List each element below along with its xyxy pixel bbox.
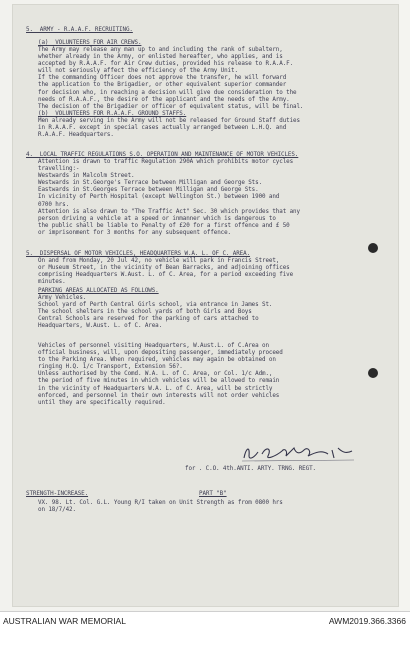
punch-hole-lower	[368, 368, 378, 378]
parking-body: Army Vehicles. School yard of Perth Central Girls school, via entrance in James St. The school shelters in the school yards of both Girls and Boys Central Schools are reserved for the parking of cars attached to Headquarters, W.Aust. L. of C. Area.	[38, 295, 273, 330]
section-5a-heading: (a) VOLUNTEERS FOR AIR CREWS.	[38, 40, 142, 46]
section-4-heading: 4. LOCAL TRAFFIC REGULATIONS S.O. OPERATION AND MAINTENANCE OF MOTOR VEHICLES.	[26, 152, 299, 158]
scan-edge	[399, 0, 410, 611]
section-5-heading: 5. ARMY - R.A.A.F. RECRUITING.	[26, 27, 133, 33]
section-5a-body: The Army may release any man up to and including the rank of subaltern, whether already in the Army, or enlisted hereafter, who applies, and is accepted by R.A.A.F. for Air Crew duties, provided his release to R.A.A.F. will not seriously affect the efficiency of the Army Unit. If the commanding Officer does not approve the transfer, he will forward the application to the Brigadier, or other equivalent superior commander for decision who, in reaching a decision will give due consideration to the needs of R.A.A.F., the desire of the applicant and the needs of the Army. The decision of the Brigadier or officer of equivalent status, will be final.	[38, 47, 304, 110]
footer-accession-number: AWM2019.366.3366	[328, 616, 406, 626]
handwritten-signature	[238, 442, 358, 464]
visiting-vehicles-body: Vehicles of personnel visiting Headquarters, W.Aust.L. of C.Area on official business, will, upon depositing passenger, immediately proceed to the Parking Area. When required, vehicles may again be obtained on ringing H.Q. 1/c Transport, Extension 56?. Unless authorised by the Comd. W.A. L. of C. Area, or Col. 1/c Adm., the period of five minutes in which vehicles will be allowed to remain in the vicinity of Headquarters W.A. L. of C. Area, will be strictly enforced, and personnel in their own interests will not order vehicles until they are specifically required.	[38, 343, 283, 406]
parking-heading: PARKING AREAS ALLOCATED AS FOLLOWS.	[38, 288, 159, 294]
section-dispersal-body: On and from Monday, 20 Jul 42, no vehicle will park in Francis Street, or Museum Street, in the vicinity of Bean Barracks, and adjoining offices comprising Headquarters W.Aust. L. of C. Area, for a period exceeding five minutes.	[38, 258, 294, 286]
footer-institution: AUSTRALIAN WAR MEMORIAL	[3, 616, 126, 626]
part-b-label: PART "B"	[199, 491, 227, 497]
section-5b-heading: (b) VOLUNTEERS FOR R.A.A.F. GROUND STAFFS.	[38, 111, 187, 117]
strength-body: VX. 98. Lt. Col. G.L. Young R/I taken on Unit Strength as from 0800 hrs on 18/7/42.	[38, 500, 283, 514]
strength-heading: STRENGTH-INCREASE.	[26, 491, 89, 497]
section-dispersal-heading: 5. DISPERSAL OF MOTOR VEHICLES, HEADQUARTERS W.A. L. OF C. AREA.	[26, 251, 251, 257]
punch-hole-upper	[368, 243, 378, 253]
section-4-body: Attention is drawn to traffic Regulation 290A which prohibits motor cycles travelling:- Westwards in Malcolm Street. Westwards in St.George's Terrace between Milligan and George Sts. Eastwards in St.Georges Terrace between Milligan and George Sts. In vicinity of Perth Hospital (except Wellington St.) between 1900 and 0700 hrs. Attention is also drawn to "The Traffic Act" Sec. 30 which provides that any person driving a vehicle at a speed or inmanner which is dangerous to the public shall be liable to Penalty of £20 for a first offence and £ 50 or imprisonment for 3 months for any subsequent offence.	[38, 159, 300, 236]
signatory-line: for . C.O. 4th.ANTI. ARTY. TRNG. REGT.	[185, 466, 316, 472]
section-5b-body: Men already serving in the Army will not be released for Ground Staff duties in R.A.A.F. except in special cases actually arranged between L.H.Q. and R.A.A.F. Headquarters.	[38, 118, 300, 139]
